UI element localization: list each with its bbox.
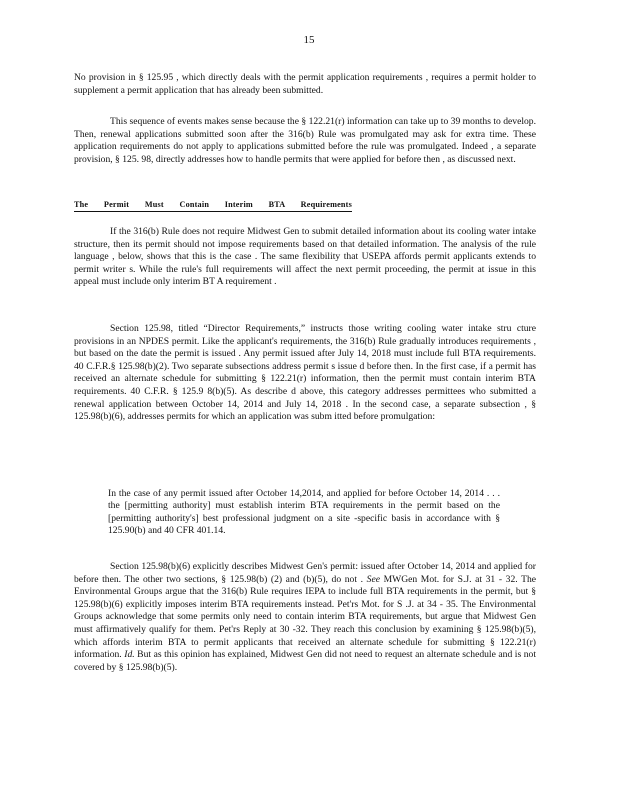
paragraph-3-text: If the 316(b) Rule does not require Midwest Gen to submit detailed information about its cooling water intake structure, then its permit should not impose requirements based on that detailed information. The analysis of the rule language , below, shows that this is the case . The same flexibility that USEPA affords permit applicants extends to permit writer s. While the rule's full requirements will affect the next permit proceeding, the permit at issue in this appeal must include only interim BT A requirement . [74,226,536,288]
paragraph-5-part-b: MWGen Mot. for S.J. at 31 - 32. The Environmental Groups argue that the 316(b) Rule requires IEPA to include full BTA requirements in the permit, but § 125.98(b)(6) explicitly imposes interim BTA requirements instead. Pet'rs Mot. for S .J. at 34 - 35. The Environmental Groups acknowledge that some permits only need to contain interim BTA requirements, but argue that Midwest Gen must affirmatively qualify for them. Pet'rs Reply at 30 -32. They reach this conclusion by examining § 125.98(b)(5), which affords interim BTA to permit applicants that received an alternate schedule for submitting § 122.21(r) information. [74,573,537,661]
paragraph-3 [74,226,536,289]
section-heading [74,199,352,212]
block-quote-text: In the case of any permit issued after October 14,2014, and applied for before October 14, 2014 . . . the [permitting authority] must establish interim BTA requirements in the permit based on the [permitting authority's] best professional judgment on a site -specific basis in accordance with § 125.90(b) and 40 CFR 401.14. [108,487,500,537]
citation-id: Id. [124,649,135,661]
paragraph-1 [74,72,536,97]
page-number: 15 [303,34,315,46]
paragraph-4-text: Section 125.98, titled “Director Requirements,” instructs those writing cooling water intake stru cture provisions in an NPDES permit. Like the applicant's requirements, the 316(b) Rule gradually introduces requirements , but based on the date the permit is issued . Any permit issued after July 14, 2018 must include full BTA requirements. 40 C.F.R.§ 125.98(b)(2). Two separate subsections address permit s issue d before then. In the first case, if a permit has received an alternate schedule for submitting § 122.21(r) information, then the permit must contain interim BTA requirements. 40 C.F.R. § 125.9 8(b)(5). As describe d above, this category addresses permittees who submitted a renewal application between October 14, 2014 and July 14, 2018 . In the second case, a separate subsection , § 125.98(b)(6), addresses permits for which an application was subm itted before promulgation: [74,323,536,423]
paragraph-2 [74,116,536,166]
paragraph-5-text [74,561,536,674]
paragraph-2-text: This sequence of events makes sense because the § 122.21(r) information can take up to 39 months to develop. Then, renewal applications submitted soon after the 316(b) Rule was promulgated may ask for extra time. These application requirements do not apply to applications submitted before the rule was promulgated. Indeed , a separate provision, § 125. 98, directly addresses how to handle permits that were applied for before then , as discussed next. [74,116,536,165]
paragraph-5 [74,561,536,674]
paragraph-5-part-a: Section 125.98(b)(6) explicitly describes Midwest Gen's permit: issued after October 14, 2014 and applied for before then. The other two sections, § 125.98(b) (2) and (b)(5), do not . [74,561,536,585]
citation-signal-see: See [366,573,380,585]
section-heading-text: The Permit Must Contain Interim BTA Requirements [74,200,352,209]
paragraph-4 [74,323,536,424]
block-quote [108,478,500,548]
paragraph-1-text: No provision in § 125.95 , which directly deals with the permit application requirements , requires a permit holder to supplement a permit application that has already been submitted. [74,72,536,96]
paragraph-5-part-c: But as this opinion has explained, Midwest Gen did not need to request an alternate schedule and is not covered by § 125.98(b)(5). [74,649,537,673]
